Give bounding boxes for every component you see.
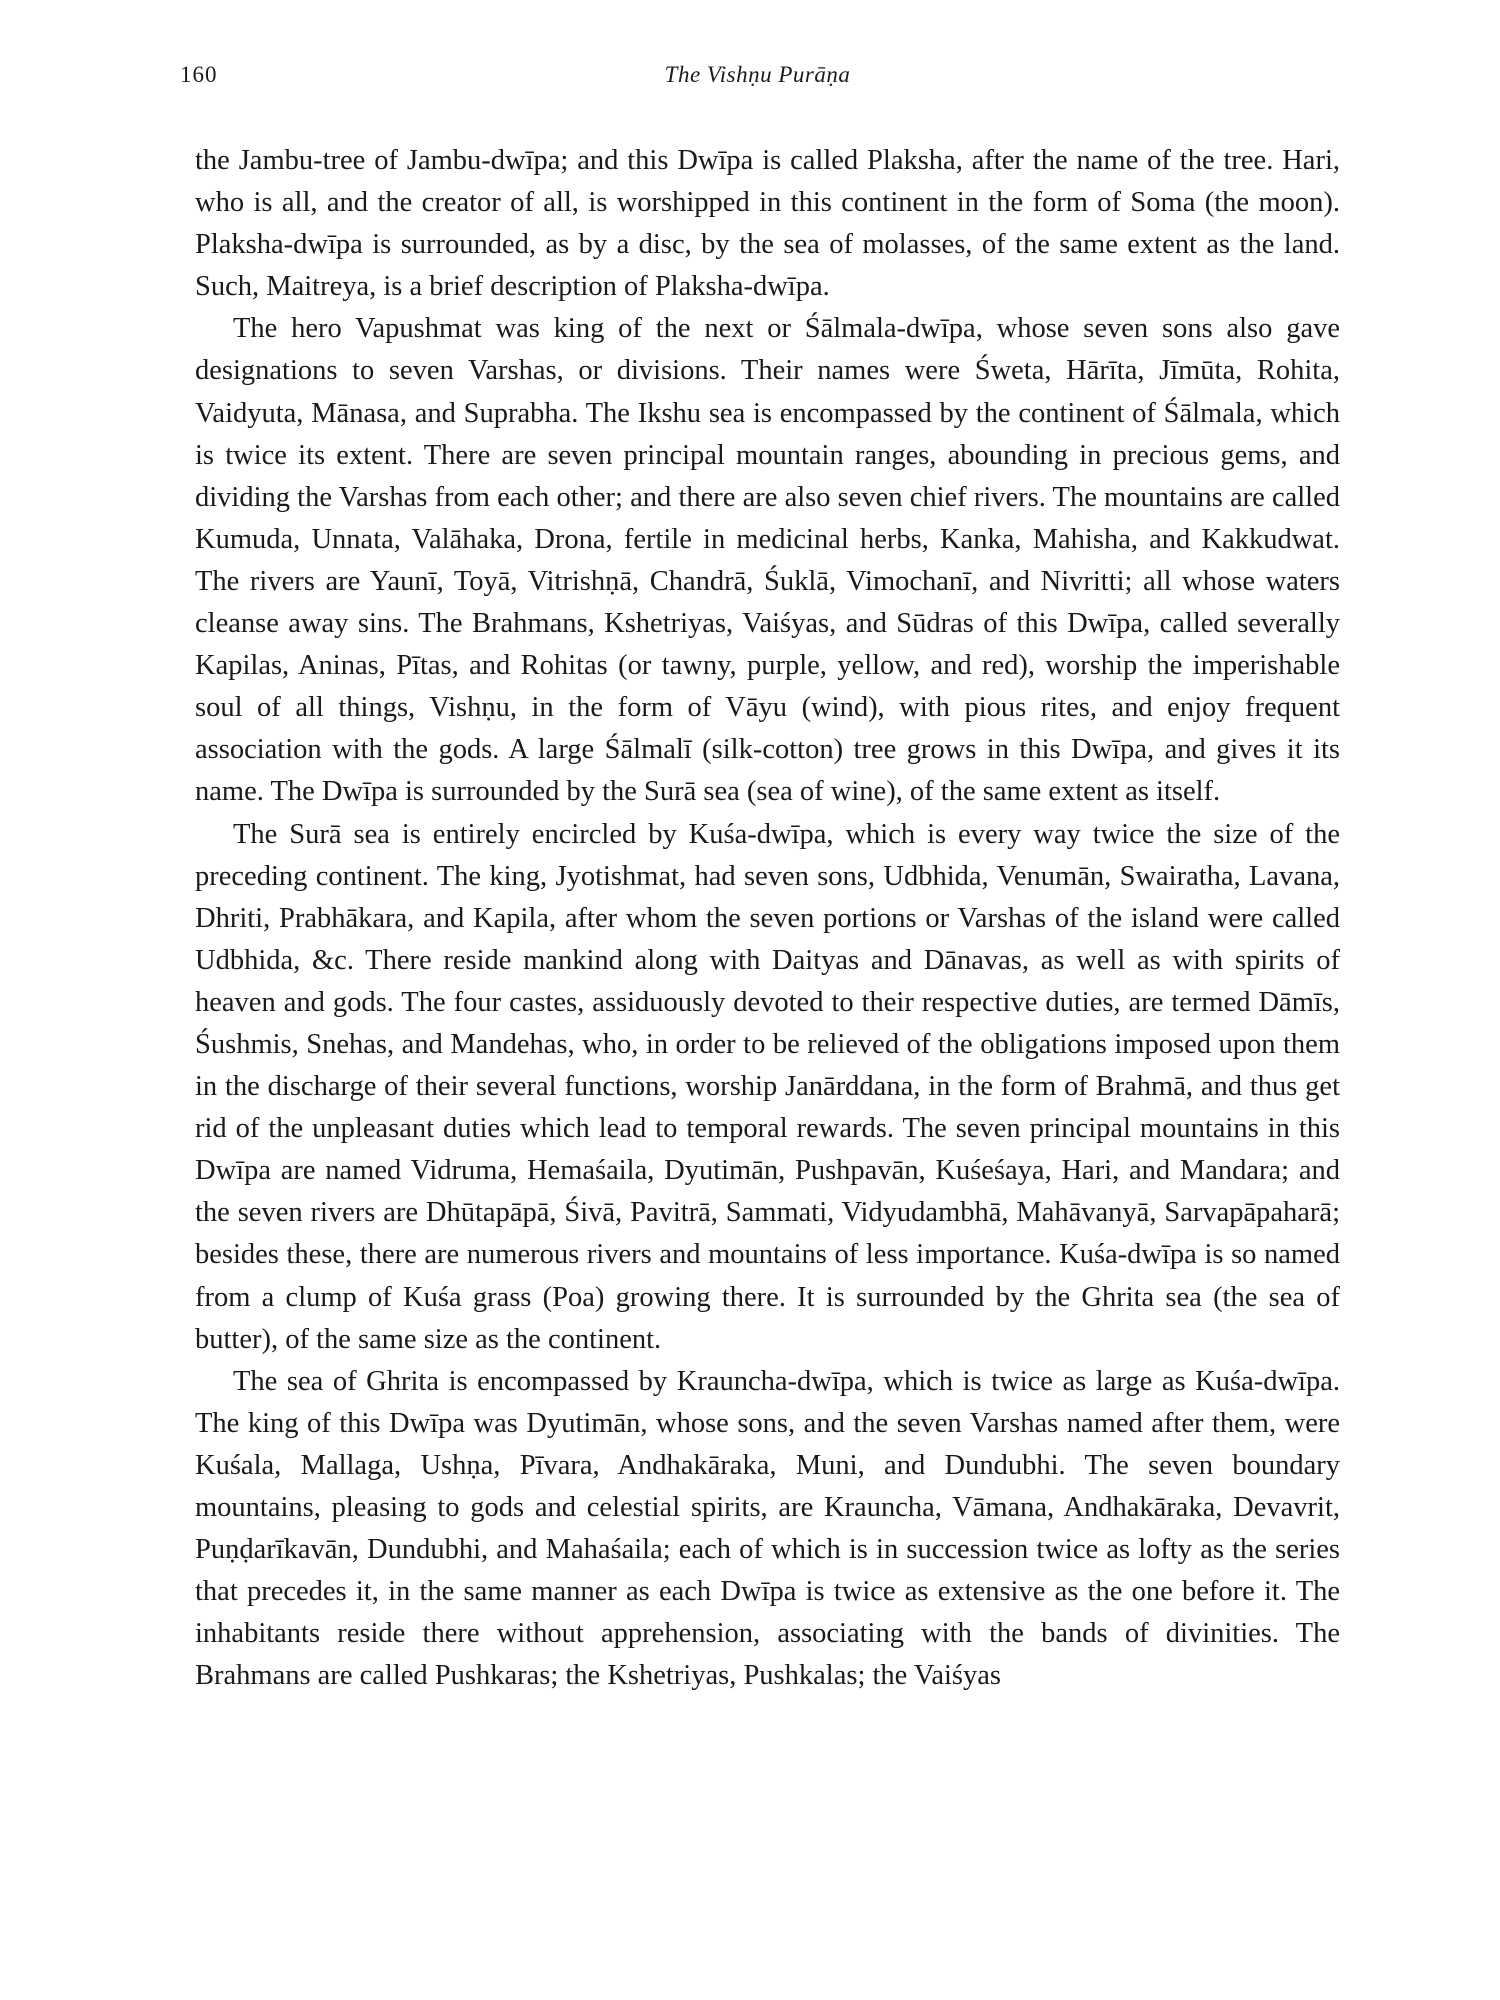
paragraph-kusa-dwipa: The Surā sea is entirely encircled by Kuśa-dwīpa, which is every way twice the size of the preceding continent. The king, Jyotishmat, had seven sons, Udbhida, Venumān, Swairatha, Lavana, Dhriti, Prabhākara, and Kapila, after whom the seven portions or Varshas of the island were called Udbhida, &c. There reside mankind along with Daityas and Dānavas, as well as with spirits of heaven and gods. The four castes, assiduously devoted to their respective duties, are termed Dāmīs, Śushmis, Snehas, and Mandehas, who, in order to be relieved of the obligations imposed upon them in the discharge of their several functions, worship Janārddana, in the form of Brahmā, and thus get rid of the unpleasant duties which lead to temporal rewards. The seven principal mountains in this Dwīpa are named Vidruma, Hemaśaila, Dyutimān, Pushpavān, Kuśeśaya, Hari, and Mandara; and the seven rivers are Dhūtapāpā, Śivā, Pavitrā, Sammati, Vidyudambhā, Mahāvanyā, Sarvapāpaharā; besides these, there are numerous rivers and mountains of less importance. Kuśa-dwīpa is so named from a clump of Kuśa grass (Poa) growing there. It is surrounded by the Ghrita sea (the sea of butter), of the same size as the continent. (195, 818, 1340, 1355)
paragraph-salmala-dwipa: The hero Vapushmat was king of the next or Śālmala-dwīpa, whose seven sons also gave designations to seven Varshas, or divisions. Their names were Śweta, Hārīta, Jīmūta, Rohita, Vaidyuta, Mānasa, and Suprabha. The Ikshu sea is encompassed by the continent of Śālmala, which is twice its extent. There are seven principal mountain ranges, abounding in precious gems, and dividing the Varshas from each other; and there are also seven chief rivers. The mountains are called Kumuda, Unnata, Valāhaka, Drona, fertile in medicinal herbs, Kanka, Mahisha, and Kakkudwat. The rivers are Yaunī, Toyā, Vitrishṇā, Chandrā, Śuklā, Vimochanī, and Nivritti; all whose waters cleanse away sins. The Brahmans, Kshetriyas, Vaiśyas, and Sūdras of this Dwīpa, called severally Kapilas, Aninas, Pītas, and Rohitas (or tawny, purple, yellow, and red), worship the imperishable soul of all things, Vishṇu, in the form of Vāyu (wind), with pious rites, and enjoy frequent association with the gods. A large Śālmalī (silk-cotton) tree grows in this Dwīpa, and gives it its name. The Dwīpa is surrounded by the Surā sea (sea of wine), of the same extent as itself. (195, 313, 1340, 808)
page-number: 160 (180, 62, 218, 87)
paragraph-krauncha-dwipa: The sea of Ghrita is encompassed by Krauncha-dwīpa, which is twice as large as Kuśa-dwīpa. The king of this Dwīpa was Dyutimān, whose sons, and the seven Varshas named after them, were Kuśala, Mallaga, Ushṇa, Pīvara, Andhakāraka, Muni, and Dundubhi. The seven boundary mountains, pleasing to gods and celestial spirits, are Krauncha, Vāmana, Andhakāraka, Devavrit, Puṇḍarīkavān, Dundubhi, and Mahaśaila; each of which is in succession twice as lofty as the series that precedes it, in the same manner as each Dwīpa is twice as extensive as the one before it. The inhabitants reside there without apprehension, associating with the bands of divinities. The Brahmans are called Pushkaras; the Kshetriyas, Pushkalas; the Vaiśyas (195, 1365, 1340, 1692)
running-head (180, 62, 1335, 102)
running-title: The Vishṇu Purāṇa (664, 62, 851, 87)
paragraph-plaksha-dwipa: the Jambu-tree of Jambu-dwīpa; and this Dwīpa is called Plaksha, after the name of the tree. Hari, who is all, and the creator of all, is worshipped in this continent in the form of Soma (the moon). Plaksha-dwīpa is surrounded, as by a disc, by the sea of molasses, of the same extent as the land. Such, Maitreya, is a brief description of Plaksha-dwīpa. (195, 145, 1340, 303)
body-text (195, 140, 1340, 1697)
